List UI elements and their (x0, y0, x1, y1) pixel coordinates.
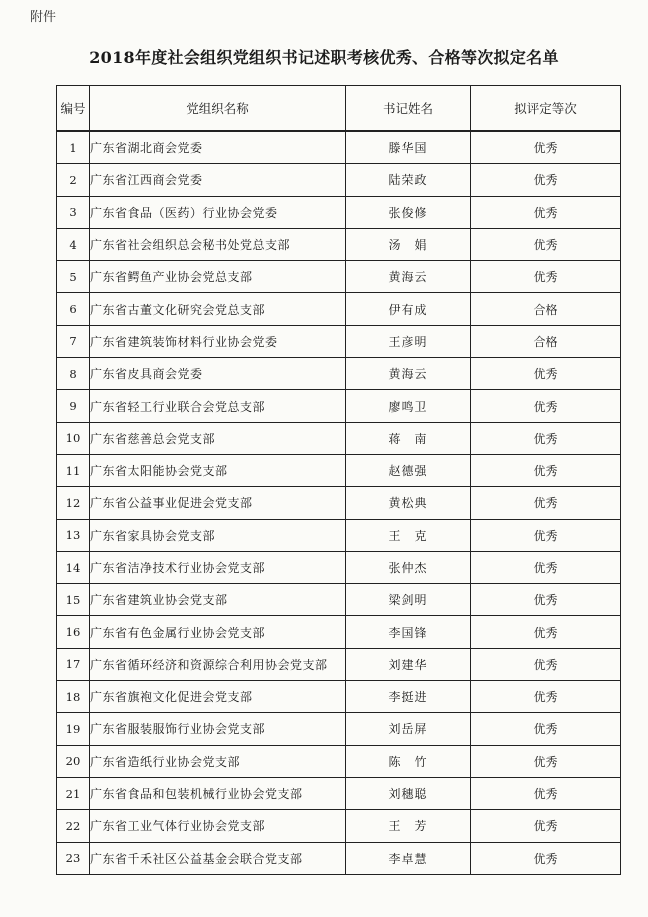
row-secretary: 滕华国 (346, 131, 471, 164)
row-grade: 优秀 (471, 810, 621, 842)
row-secretary: 黄松典 (346, 487, 471, 519)
row-number: 17 (57, 648, 90, 680)
table-row (57, 584, 621, 616)
row-grade: 优秀 (471, 228, 621, 260)
row-number: 4 (57, 228, 90, 260)
row-number: 9 (57, 390, 90, 422)
row-secretary: 陆荣政 (346, 164, 471, 196)
row-number: 18 (57, 681, 90, 713)
row-organization: 广东省社会组织总会秘书处党总支部 (90, 228, 346, 260)
row-number: 10 (57, 422, 90, 454)
table-row (57, 519, 621, 551)
row-organization: 广东省公益事业促进会党支部 (90, 487, 346, 519)
row-organization: 广东省建筑业协会党支部 (90, 584, 346, 616)
row-organization: 广东省工业气体行业协会党支部 (90, 810, 346, 842)
row-number: 2 (57, 164, 90, 196)
row-organization: 广东省家具协会党支部 (90, 519, 346, 551)
table-row (57, 681, 621, 713)
row-secretary: 王 克 (346, 519, 471, 551)
row-organization: 广东省食品（医药）行业协会党委 (90, 196, 346, 228)
table-row (57, 261, 621, 293)
row-secretary: 黄海云 (346, 358, 471, 390)
row-grade: 优秀 (471, 584, 621, 616)
table-row (57, 842, 621, 874)
header-organization: 党组织名称 (90, 86, 346, 132)
row-grade: 优秀 (471, 487, 621, 519)
row-secretary: 刘穗聪 (346, 777, 471, 809)
row-grade: 优秀 (471, 842, 621, 874)
row-secretary: 伊有成 (346, 293, 471, 325)
row-grade: 优秀 (471, 713, 621, 745)
row-organization: 广东省古董文化研究会党总支部 (90, 293, 346, 325)
row-number: 23 (57, 842, 90, 874)
row-grade: 优秀 (471, 648, 621, 680)
row-organization: 广东省湖北商会党委 (90, 131, 346, 164)
roster-table (56, 85, 621, 875)
row-organization: 广东省轻工行业联合会党总支部 (90, 390, 346, 422)
row-grade: 合格 (471, 293, 621, 325)
table-row (57, 648, 621, 680)
table-row (57, 422, 621, 454)
row-organization: 广东省造纸行业协会党支部 (90, 745, 346, 777)
row-organization: 广东省皮具商会党委 (90, 358, 346, 390)
table-body (57, 131, 621, 874)
header-row (57, 86, 621, 132)
header-grade: 拟评定等次 (471, 86, 621, 132)
row-secretary: 王彦明 (346, 325, 471, 357)
row-grade: 优秀 (471, 519, 621, 551)
row-number: 6 (57, 293, 90, 325)
row-organization: 广东省有色金属行业协会党支部 (90, 616, 346, 648)
row-organization: 广东省洁净技术行业协会党支部 (90, 551, 346, 583)
row-number: 1 (57, 131, 90, 164)
table-row (57, 487, 621, 519)
row-grade: 优秀 (471, 745, 621, 777)
row-number: 7 (57, 325, 90, 357)
row-secretary: 汤 娟 (346, 228, 471, 260)
row-secretary: 李国锋 (346, 616, 471, 648)
document-title: 2018年度社会组织党组织书记述职考核优秀、合格等次拟定名单 (89, 48, 559, 67)
row-number: 20 (57, 745, 90, 777)
row-number: 3 (57, 196, 90, 228)
table-row (57, 810, 621, 842)
row-secretary: 赵德强 (346, 454, 471, 486)
row-number: 15 (57, 584, 90, 616)
row-number: 19 (57, 713, 90, 745)
row-secretary: 黄海云 (346, 261, 471, 293)
row-secretary: 李挺进 (346, 681, 471, 713)
table-row (57, 196, 621, 228)
row-number: 21 (57, 777, 90, 809)
row-grade: 优秀 (471, 616, 621, 648)
row-grade: 优秀 (471, 681, 621, 713)
table-row (57, 777, 621, 809)
row-organization: 广东省鳄鱼产业协会党总支部 (90, 261, 346, 293)
row-secretary: 张俊修 (346, 196, 471, 228)
row-number: 8 (57, 358, 90, 390)
row-secretary: 刘建华 (346, 648, 471, 680)
row-secretary: 李卓慧 (346, 842, 471, 874)
row-organization: 广东省慈善总会党支部 (90, 422, 346, 454)
row-organization: 广东省江西商会党委 (90, 164, 346, 196)
row-grade: 优秀 (471, 390, 621, 422)
attachment-label: 附件 (30, 10, 57, 25)
row-organization: 广东省太阳能协会党支部 (90, 454, 346, 486)
row-organization: 广东省服装服饰行业协会党支部 (90, 713, 346, 745)
table-row (57, 713, 621, 745)
header-secretary: 书记姓名 (346, 86, 471, 132)
row-organization: 广东省循环经济和资源综合利用协会党支部 (90, 648, 346, 680)
row-number: 14 (57, 551, 90, 583)
row-grade: 合格 (471, 325, 621, 357)
row-grade: 优秀 (471, 777, 621, 809)
row-grade: 优秀 (471, 358, 621, 390)
table-row (57, 164, 621, 196)
row-grade: 优秀 (471, 164, 621, 196)
row-secretary: 陈 竹 (346, 745, 471, 777)
row-grade: 优秀 (471, 551, 621, 583)
row-number: 13 (57, 519, 90, 551)
row-organization: 广东省食品和包装机械行业协会党支部 (90, 777, 346, 809)
table-row (57, 228, 621, 260)
row-secretary: 梁剑明 (346, 584, 471, 616)
row-grade: 优秀 (471, 454, 621, 486)
table-row (57, 131, 621, 164)
row-grade: 优秀 (471, 422, 621, 454)
row-grade: 优秀 (471, 261, 621, 293)
table-row (57, 551, 621, 583)
table-row (57, 745, 621, 777)
table-row (57, 616, 621, 648)
row-number: 5 (57, 261, 90, 293)
row-number: 16 (57, 616, 90, 648)
row-number: 22 (57, 810, 90, 842)
row-secretary: 刘岳屏 (346, 713, 471, 745)
row-secretary: 张仲杰 (346, 551, 471, 583)
table-row (57, 293, 621, 325)
table-row (57, 454, 621, 486)
table-row (57, 390, 621, 422)
row-secretary: 蒋 南 (346, 422, 471, 454)
row-organization: 广东省建筑装饰材料行业协会党委 (90, 325, 346, 357)
table-row (57, 358, 621, 390)
row-number: 11 (57, 454, 90, 486)
row-secretary: 廖鸣卫 (346, 390, 471, 422)
table-header (57, 86, 621, 132)
header-number: 编号 (57, 86, 90, 132)
row-number: 12 (57, 487, 90, 519)
row-grade: 优秀 (471, 131, 621, 164)
row-secretary: 王 芳 (346, 810, 471, 842)
row-grade: 优秀 (471, 196, 621, 228)
table-row (57, 325, 621, 357)
row-organization: 广东省千禾社区公益基金会联合党支部 (90, 842, 346, 874)
row-organization: 广东省旗袍文化促进会党支部 (90, 681, 346, 713)
